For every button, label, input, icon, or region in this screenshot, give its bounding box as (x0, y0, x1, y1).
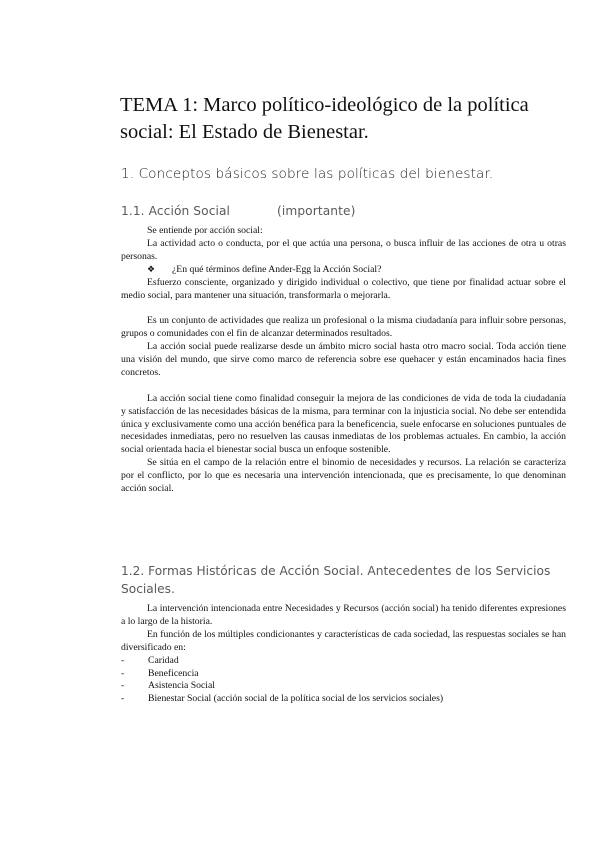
list-item-text: Asistencia Social (148, 680, 215, 692)
list-item-text: Caridad (148, 654, 179, 666)
paragraph: Esfuerzo consciente, organizado y dirigido individual o colectivo, que tiene por finalidad actuar sobre el medio social, para mantener una situación, transformarla o mejorarla. (121, 276, 566, 301)
list-item (121, 680, 566, 693)
list-item-text: Beneficencia (148, 667, 199, 679)
list-item (147, 264, 566, 277)
dash-bullet: - (121, 680, 125, 692)
list-item (121, 655, 566, 668)
importance-note: (importante) (277, 204, 356, 218)
paragraph: La acción social puede realizarse desde un ámbito micro social hasta otro macro social. Toda acción tiene una visión del mundo, que sirve como marco de referencia sobre ese quehacer y están encaminados hacia fines concretos. (121, 341, 566, 378)
subsection-heading-text: 1.1. Acción Social (121, 204, 231, 218)
dash-bullet: - (121, 693, 125, 705)
document-title: TEMA 1: Marco político-ideológico de la política social: El Estado de Bienestar. (120, 94, 529, 143)
diamond-bullet-icon: ❖ (147, 264, 156, 275)
section-body-formas-historicas (121, 603, 566, 706)
paragraph: La intervención intencionada entre Necesidades y Recursos (acción social) ha tenido diferentes expresiones a lo largo de la historia. (121, 603, 566, 627)
dash-bullet: - (121, 667, 125, 679)
bullet-text: ¿En qué términos define Ander-Egg la Acción Social? (172, 263, 382, 275)
list-item-text: Bienestar Social (acción social de la política social de los servicios sociales) (148, 693, 444, 705)
paragraph: La actividad acto o conducta, por el que actúa una persona, o busca influir de las acciones de otra u otras personas. (121, 237, 566, 262)
dash-bullet: - (121, 654, 125, 666)
paragraph: Se entiende por acción social: (147, 225, 263, 236)
paragraph: La acción social tiene como finalidad conseguir la mejora de las condiciones de vida de toda la ciudadanía y satisfacción de las necesidades básicas de la misma, para terminar con la injusticia social. No debe ser entendida única y exclusivamente como una acción benéfica para la beneficencia, suele enfocarse en soluciones puntuales de necesidades inmediatas, pero no resuelven las causas inmediatas de los problemas actuales. En cambio, la acción social orientada hacia el bienestar social busca un enfoque sostenible. (121, 392, 566, 456)
subsection-heading: 1.2. Formas Históricas de Acción Social. Antecedentes de los Servicios Sociales. (121, 564, 551, 596)
paragraph: Se sitúa en el campo de la relación entre el binomio de necesidades y recursos. La relación se caracteriza por el conflicto, por lo que es necesaria una intervención intencionada, que es precisamente, lo que denominan acción social. (121, 457, 566, 495)
list-item (121, 693, 566, 706)
list-item (121, 668, 566, 681)
paragraph: Es un conjunto de actividades que realiza un profesional o la misma ciudadanía para influir sobre personas, grupos o comunidades con el fin de alcanzar determinados resultados. (121, 315, 566, 340)
section-heading: 1. Conceptos básicos sobre las políticas del bienestar. (121, 166, 494, 182)
paragraph: En función de los múltiples condicionantes y características de cada sociedad, las respuestas sociales se han diversificado en: (121, 628, 566, 653)
subsection-heading (121, 204, 356, 218)
section-body-accion-social (121, 225, 566, 496)
